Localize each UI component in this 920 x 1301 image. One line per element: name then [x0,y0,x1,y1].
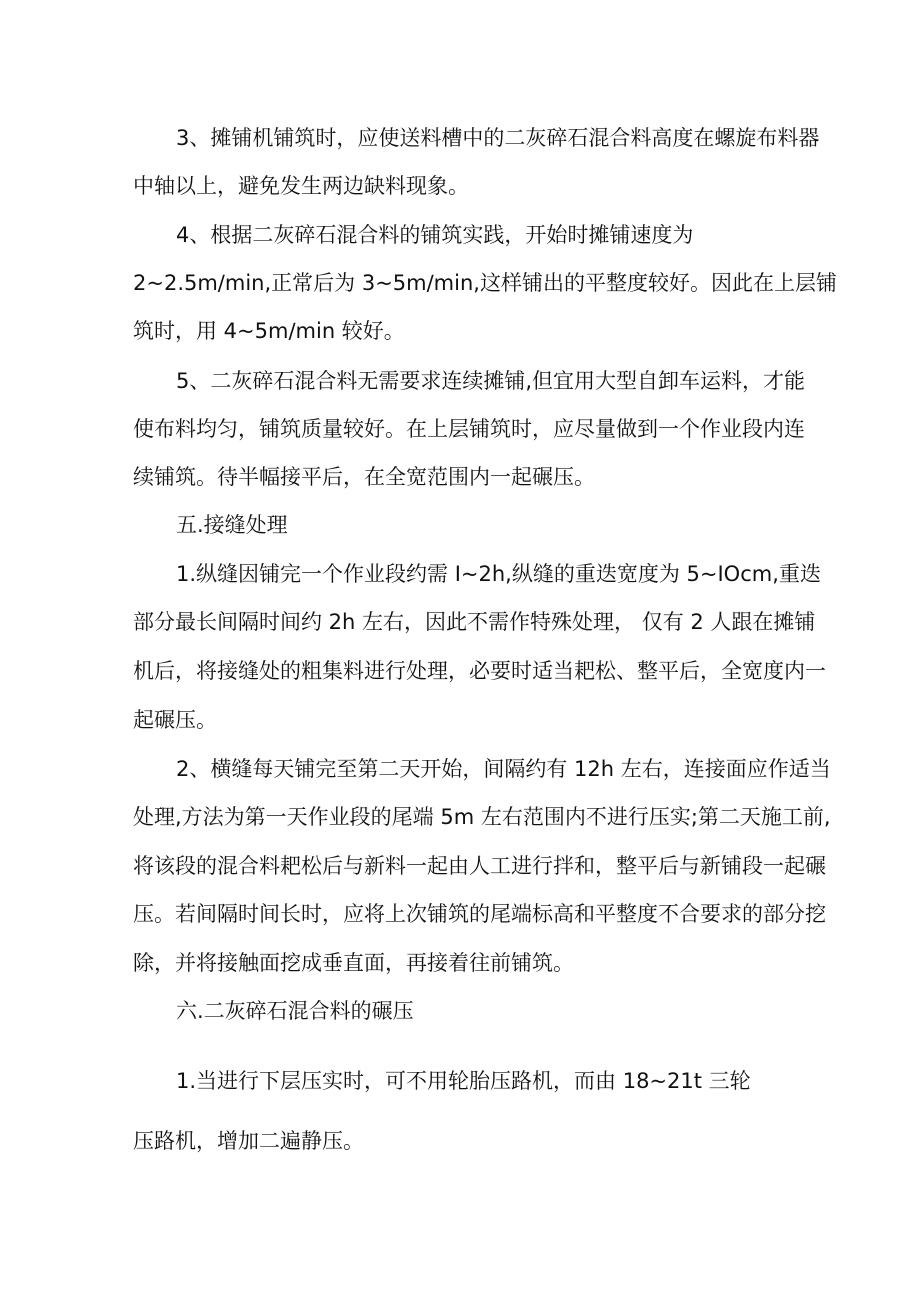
joint-paragraph-1-line-4: 起碾压。 [133,708,217,732]
section-heading-joint-treatment: 五.接缝处理 [176,513,288,537]
paragraph-5-line-3: 续铺筑。待半幅接平后，在全宽范围内一起碾压。 [133,465,595,489]
joint-paragraph-2-line-2: 处理,方法为第一天作业段的尾端 5m 左右范围内不进行压实;第二天施工前, [133,805,831,829]
section-heading-compaction: 六.二灰碎石混合料的碾压 [176,999,414,1023]
paragraph-5-line-1: 5、二灰碎石混合料无需要求连续摊铺,但宜用大型自卸车运料，才能 [176,369,806,393]
paragraph-4-line-2: 2~2.5m∕min,正常后为 3~5m∕min,这样铺出的平整度较好。因此在上层铺 [133,271,837,295]
compaction-paragraph-1-line-1: 1.当进行下层压实时，可不用轮胎压路机，而由 18~21t 三轮 [176,1069,751,1093]
paragraph-3-line-2: 中轴以上，避免发生两边缺料现象。 [133,174,469,198]
paragraph-4-line-1: 4、根据二灰碎石混合料的铺筑实践，开始时摊铺速度为 [176,223,694,247]
joint-paragraph-1-line-3: 机后，将接缝处的粗集料进行处理，必要时适当耙松、整平后，全宽度内一 [133,659,826,683]
paragraph-3-line-1: 3、摊铺机铺筑时，应使送料槽中的二灰碎石混合料高度在螺旋布料器 [176,126,820,150]
joint-paragraph-1-line-1: 1.纵缝因铺完一个作业段约需 I~2h,纵缝的重迭宽度为 5~IOcm,重迭 [176,562,821,586]
joint-paragraph-2-line-1: 2、横缝每天铺完至第二天开始，间隔约有 12h 左右，连接面应作适当 [176,757,831,781]
joint-paragraph-1-line-2: 部分最长间隔时间约 2h 左右，因此不需作特殊处理， 仅有 2 人跟在摊铺 [133,610,816,634]
joint-paragraph-2-line-5: 除，并将接触面挖成垂直面，再接着往前铺筑。 [133,951,574,975]
joint-paragraph-2-line-4: 压。若间隔时间长时，应将上次铺筑的尾端标高和平整度不合要求的部分挖 [133,902,826,926]
compaction-paragraph-1-line-2: 压路机，增加二遍静压。 [133,1129,364,1153]
joint-paragraph-2-line-3: 将该段的混合料耙松后与新料一起由人工进行拌和，整平后与新铺段一起碾 [133,854,826,878]
paragraph-5-line-2: 使布料均匀，铺筑质量较好。在上层铺筑时，应尽量做到一个作业段内连 [133,417,805,441]
paragraph-4-line-3: 筑时，用 4~5m∕min 较好。 [133,319,405,343]
